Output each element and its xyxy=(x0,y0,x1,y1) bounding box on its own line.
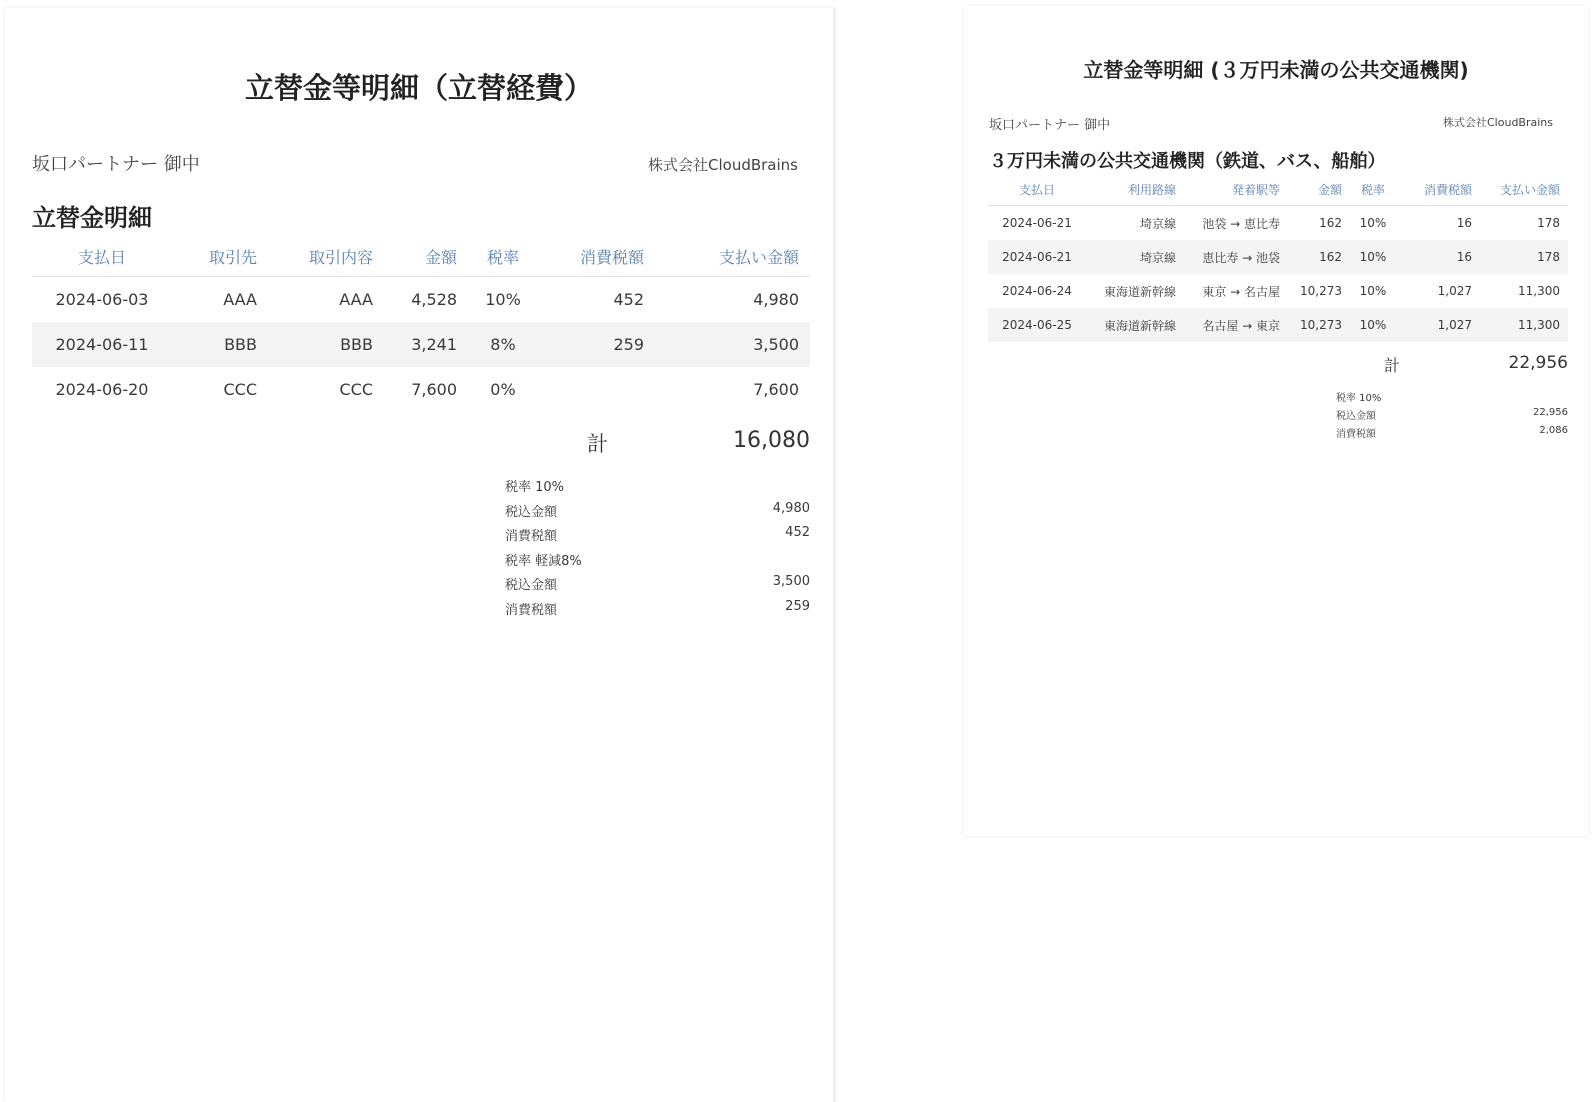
cell-route: 恵比寿 → 池袋 xyxy=(1184,240,1288,274)
table-row xyxy=(32,277,810,323)
summary-value: 2,086 xyxy=(1539,425,1568,436)
col-header-tax: 消費税額 xyxy=(538,236,655,277)
summary-label: 消費税額 xyxy=(1336,429,1376,440)
cell-payment: 3,500 xyxy=(655,322,810,367)
cell-tax: 16 xyxy=(1456,216,1472,230)
col-header-line: 利用路線 xyxy=(1086,173,1184,206)
cell-payment: 7,600 xyxy=(753,380,799,399)
cell-content: AAA xyxy=(339,290,373,309)
cell-line: 東海道新幹線 xyxy=(1103,284,1176,299)
summary-value: 4,980 xyxy=(772,500,810,516)
summary-label: 税率 10% xyxy=(505,480,565,495)
recipient-name: 坂口パートナー 御中 xyxy=(32,154,200,175)
summary-line xyxy=(505,476,810,501)
col-header-tax-rate: 税率 xyxy=(1350,173,1396,206)
col-header-date: 支払日 xyxy=(32,236,172,277)
total-label: 計 xyxy=(587,432,608,456)
summary-line xyxy=(505,501,810,526)
table-row xyxy=(988,274,1568,308)
table-row xyxy=(988,206,1568,241)
col-header-tax-rate: 税率 xyxy=(468,236,538,277)
cell-tax: 259 xyxy=(538,322,655,367)
expense-statement-page xyxy=(5,8,835,1102)
summary-line xyxy=(505,550,810,575)
cell-route: 池袋 → 恵比寿 xyxy=(1202,216,1280,231)
cell-amount: 162 xyxy=(1319,216,1342,230)
summary-label: 税込金額 xyxy=(505,504,558,520)
cell-content: CCC xyxy=(339,380,373,399)
cell-amount: 7,600 xyxy=(411,380,457,399)
cell-amount: 10,273 xyxy=(1300,284,1342,298)
cell-tax-rate: 10% xyxy=(485,290,521,309)
col-header-content: 取引内容 xyxy=(268,236,384,277)
col-header-payment: 支払い金額 xyxy=(655,236,810,277)
transport-table xyxy=(988,173,1568,342)
cell-payment: 4,980 xyxy=(753,290,799,309)
table-row xyxy=(988,240,1568,274)
table-header-row xyxy=(32,236,810,277)
cell-partner: BBB xyxy=(172,322,268,367)
summary-line xyxy=(505,599,810,624)
cell-tax-rate: 8% xyxy=(468,322,538,367)
cell-tax: 1,027 xyxy=(1396,308,1480,342)
col-header-route: 発着駅等 xyxy=(1184,173,1288,206)
section-title: 立替金明細 xyxy=(32,204,152,232)
cell-date: 2024-06-11 xyxy=(32,322,172,367)
total-value: 22,956 xyxy=(1508,353,1568,373)
col-header-amount: 金額 xyxy=(384,236,468,277)
summary-line xyxy=(1336,407,1568,425)
summary-label: 税込金額 xyxy=(505,578,558,594)
summary-label: 税率 10% xyxy=(1336,393,1382,404)
cell-partner: CCC xyxy=(223,380,257,399)
cell-date: 2024-06-20 xyxy=(55,380,149,399)
total-row xyxy=(1384,353,1568,375)
cell-tax: 1,027 xyxy=(1437,284,1472,298)
summary-label: 税込金額 xyxy=(1336,411,1376,422)
summary-label: 消費税額 xyxy=(505,602,558,618)
company-name: 株式会社CloudBrains xyxy=(648,156,798,174)
col-header-amount: 金額 xyxy=(1288,173,1350,206)
summary-value: 22,956 xyxy=(1533,407,1568,418)
cell-tax: 16 xyxy=(1396,240,1480,274)
cell-payment: 178 xyxy=(1480,240,1568,274)
cell-tax-rate: 10% xyxy=(1359,284,1387,298)
cell-date: 2024-06-21 xyxy=(988,240,1086,274)
cell-payment: 178 xyxy=(1537,216,1560,230)
cell-content: BBB xyxy=(268,322,384,367)
cell-tax: 452 xyxy=(613,290,644,309)
page-title: 立替金等明細（立替経費） xyxy=(244,71,593,105)
recipient-name: 坂口パートナー 御中 xyxy=(989,118,1111,133)
tax-summary xyxy=(1336,389,1568,443)
cell-line: 埼京線 xyxy=(1139,216,1176,231)
cell-date: 2024-06-21 xyxy=(1002,216,1072,230)
summary-value: 3,500 xyxy=(772,574,810,590)
cell-date: 2024-06-24 xyxy=(1002,284,1072,298)
cell-payment: 11,300 xyxy=(1480,308,1568,342)
col-header-date: 支払日 xyxy=(988,173,1086,206)
summary-line xyxy=(505,525,810,550)
cell-tax-rate: 10% xyxy=(1350,240,1396,274)
cell-line: 埼京線 xyxy=(1086,240,1184,274)
cell-route: 名古屋 → 東京 xyxy=(1184,308,1288,342)
company-name: 株式会社CloudBrains xyxy=(1443,116,1553,129)
cell-tax-rate: 0% xyxy=(490,380,516,399)
total-label: 計 xyxy=(1384,356,1401,375)
expense-table xyxy=(32,236,810,412)
cell-amount: 3,241 xyxy=(384,322,468,367)
summary-value: 259 xyxy=(785,598,810,614)
cell-tax-rate: 10% xyxy=(1350,308,1396,342)
table-row xyxy=(32,322,810,367)
summary-value: 452 xyxy=(785,525,810,541)
cell-route: 東京 → 名古屋 xyxy=(1202,284,1280,299)
table-row xyxy=(988,308,1568,342)
total-row xyxy=(565,428,810,458)
summary-line xyxy=(1336,389,1568,407)
tax-summary xyxy=(505,476,810,624)
cell-payment: 11,300 xyxy=(1518,284,1560,298)
page-title: 立替金等明細 (３万円未満の公共交通機関) xyxy=(1083,58,1469,82)
table-row xyxy=(32,367,810,412)
section-title: ３万円未満の公共交通機関（鉄道、バス、船舶） xyxy=(989,151,1386,172)
cell-line: 東海道新幹線 xyxy=(1086,308,1184,342)
cell-tax xyxy=(538,367,655,412)
table-header-row xyxy=(988,173,1568,206)
cell-amount: 162 xyxy=(1288,240,1350,274)
cell-date: 2024-06-03 xyxy=(55,290,149,309)
cell-amount: 10,273 xyxy=(1288,308,1350,342)
cell-tax-rate: 10% xyxy=(1359,216,1387,230)
summary-line xyxy=(505,574,810,599)
transport-statement-page xyxy=(964,6,1588,836)
col-header-payment: 支払い金額 xyxy=(1480,173,1568,206)
col-header-partner: 取引先 xyxy=(172,236,268,277)
cell-amount: 4,528 xyxy=(411,290,457,309)
total-value: 16,080 xyxy=(733,428,810,453)
col-header-tax: 消費税額 xyxy=(1396,173,1480,206)
cell-partner: AAA xyxy=(223,290,257,309)
summary-label: 消費税額 xyxy=(505,529,558,545)
summary-line xyxy=(1336,425,1568,443)
cell-date: 2024-06-25 xyxy=(988,308,1086,342)
summary-label: 税率 軽減8% xyxy=(505,553,582,569)
